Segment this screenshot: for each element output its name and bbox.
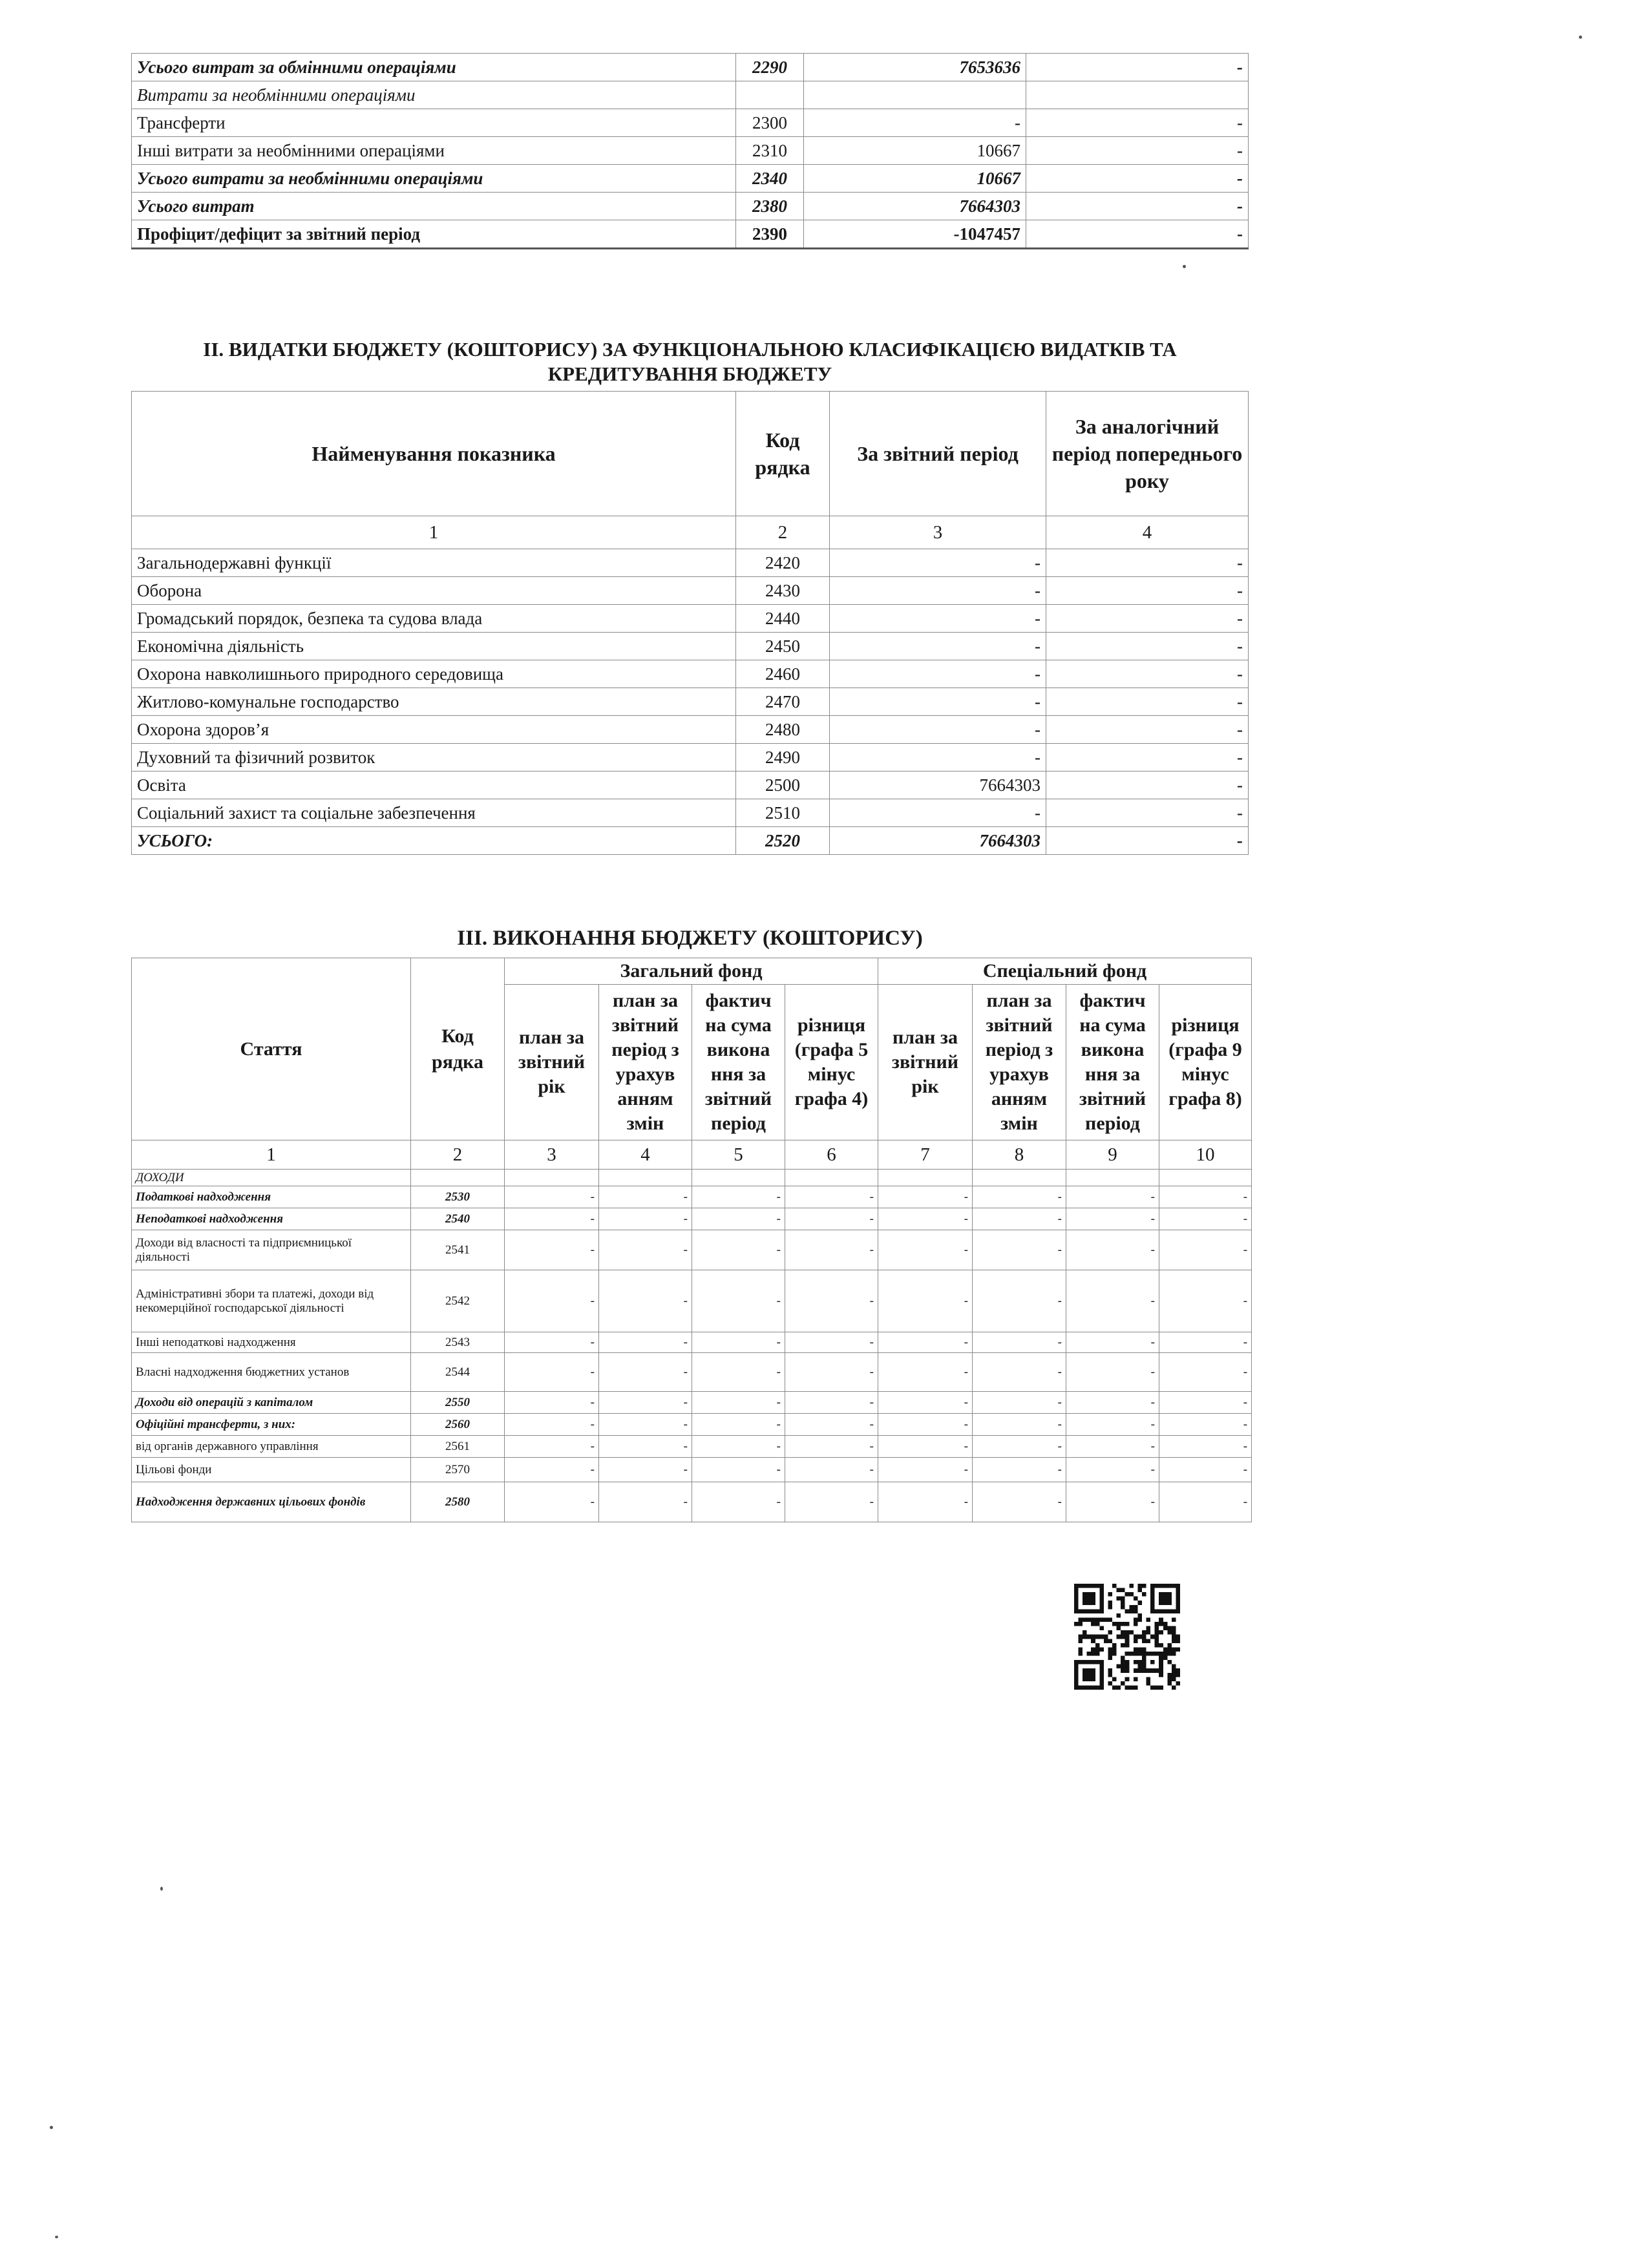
value-cell: - xyxy=(599,1392,692,1414)
row-label: Цільові фонди xyxy=(132,1458,411,1482)
row-code: 2390 xyxy=(736,220,804,249)
header-special-fund: Спеціальний фонд xyxy=(878,958,1252,985)
row-code: 2460 xyxy=(736,660,830,688)
value-cell: - xyxy=(505,1332,599,1353)
current-period-value: - xyxy=(830,716,1046,744)
previous-period-value: - xyxy=(1046,660,1249,688)
value-cell: - xyxy=(692,1392,785,1414)
value-cell: - xyxy=(1159,1270,1252,1332)
value-cell: - xyxy=(1066,1208,1159,1230)
row-label: Доходи від власності та підприємницької діяльності xyxy=(132,1230,411,1270)
row-code xyxy=(736,81,804,109)
row-label: Духовний та фізичний розвиток xyxy=(132,744,736,772)
value-cell: - xyxy=(973,1353,1066,1392)
value-cell: - xyxy=(505,1270,599,1332)
row-label: ДОХОДИ xyxy=(132,1170,411,1186)
current-period-value: - xyxy=(830,577,1046,605)
scan-speck xyxy=(160,1887,163,1891)
previous-period-value: - xyxy=(1046,577,1249,605)
value-cell: - xyxy=(1066,1482,1159,1522)
row-label: Власні надходження бюджетних установ xyxy=(132,1353,411,1392)
section-2-title xyxy=(129,337,1251,386)
table-row xyxy=(132,1353,1252,1392)
previous-period-value: - xyxy=(1046,799,1249,827)
table-row xyxy=(132,827,1249,855)
row-code: 2530 xyxy=(411,1186,505,1208)
row-label: Соціальний захист та соціальне забезпечення xyxy=(132,799,736,827)
previous-period-value: - xyxy=(1026,137,1249,165)
value-cell: - xyxy=(1159,1332,1252,1353)
value-cell: - xyxy=(878,1436,973,1458)
row-code: 2520 xyxy=(736,827,830,855)
section-2-title-line-1: ІІ. ВИДАТКИ БЮДЖЕТУ (КОШТОРИСУ) ЗА ФУНКЦІОНАЛЬНОЮ КЛАСИФІКАЦІЄЮ ВИДАТКІВ ТА xyxy=(203,338,1177,361)
table-row xyxy=(132,1230,1252,1270)
row-code: 2500 xyxy=(736,772,830,799)
current-period-value: - xyxy=(830,660,1046,688)
current-period-value: 7664303 xyxy=(830,772,1046,799)
row-code: 2560 xyxy=(411,1414,505,1436)
value-cell: - xyxy=(599,1208,692,1230)
table-row xyxy=(132,1392,1252,1414)
value-cell: - xyxy=(1066,1270,1159,1332)
column-number: 1 xyxy=(132,516,736,549)
value-cell: - xyxy=(878,1230,973,1270)
table-row xyxy=(132,1482,1252,1522)
row-label: Профіцит/дефіцит за звітний період xyxy=(132,220,736,249)
scan-speck xyxy=(55,2236,58,2238)
value-cell: - xyxy=(692,1436,785,1458)
value-cell: - xyxy=(1066,1392,1159,1414)
table-row xyxy=(132,1332,1252,1353)
value-cell: - xyxy=(1159,1414,1252,1436)
value-cell: - xyxy=(599,1270,692,1332)
value-cell: - xyxy=(692,1353,785,1392)
table-header-row xyxy=(132,392,1249,516)
value-cell: - xyxy=(505,1458,599,1482)
previous-period-value: - xyxy=(1046,688,1249,716)
value-cell xyxy=(1159,1170,1252,1186)
table-row xyxy=(132,220,1249,249)
row-label: Доходи від операцій з капіталом xyxy=(132,1392,411,1414)
value-cell xyxy=(785,1170,878,1186)
value-cell: - xyxy=(505,1230,599,1270)
subheader-cell: план за звітний період з урахув анням змін xyxy=(599,985,692,1140)
value-cell: - xyxy=(973,1270,1066,1332)
value-cell: - xyxy=(692,1332,785,1353)
value-cell: - xyxy=(785,1482,878,1522)
section-3-title: ІІІ. ВИКОНАННЯ БЮДЖЕТУ (КОШТОРИСУ) xyxy=(457,927,923,950)
value-cell xyxy=(1066,1170,1159,1186)
current-period-value: -1047457 xyxy=(804,220,1026,249)
column-number: 3 xyxy=(505,1140,599,1170)
table-row xyxy=(132,772,1249,799)
row-label: Адміністративні збори та платежі, доходи від некомерційної господарської діяльності xyxy=(132,1270,411,1332)
previous-period-value: - xyxy=(1026,220,1249,249)
header-previous-period: За аналогічний період попереднього року xyxy=(1046,392,1249,516)
current-period-value xyxy=(804,81,1026,109)
table-row xyxy=(132,137,1249,165)
value-cell xyxy=(973,1170,1066,1186)
value-cell: - xyxy=(692,1414,785,1436)
value-cell: - xyxy=(785,1332,878,1353)
header-row-code: Код рядка xyxy=(411,958,505,1140)
table-row xyxy=(132,1208,1252,1230)
column-number: 1 xyxy=(132,1140,411,1170)
value-cell: - xyxy=(505,1353,599,1392)
value-cell: - xyxy=(692,1186,785,1208)
value-cell: - xyxy=(692,1208,785,1230)
row-code: 2430 xyxy=(736,577,830,605)
column-number: 7 xyxy=(878,1140,973,1170)
row-code: 2440 xyxy=(736,605,830,633)
table-row xyxy=(132,716,1249,744)
previous-period-value: - xyxy=(1046,744,1249,772)
current-period-value: - xyxy=(830,549,1046,577)
value-cell: - xyxy=(878,1482,973,1522)
row-label: Усього витрат xyxy=(132,193,736,220)
value-cell: - xyxy=(599,1353,692,1392)
table-row xyxy=(132,1186,1252,1208)
row-label: Усього витрат за обмінними операціями xyxy=(132,54,736,81)
column-number: 5 xyxy=(692,1140,785,1170)
value-cell: - xyxy=(878,1392,973,1414)
table-row xyxy=(132,799,1249,827)
row-code: 2290 xyxy=(736,54,804,81)
row-code: 2570 xyxy=(411,1458,505,1482)
value-cell xyxy=(505,1170,599,1186)
row-label: Громадський порядок, безпека та судова влада xyxy=(132,605,736,633)
subheader-cell: план за звітний рік xyxy=(505,985,599,1140)
value-cell xyxy=(878,1170,973,1186)
row-label: Економічна діяльність xyxy=(132,633,736,660)
column-number: 4 xyxy=(599,1140,692,1170)
header-article: Стаття xyxy=(132,958,411,1140)
current-period-value: 7664303 xyxy=(830,827,1046,855)
value-cell: - xyxy=(1159,1186,1252,1208)
value-cell: - xyxy=(878,1332,973,1353)
value-cell: - xyxy=(785,1186,878,1208)
row-code: 2470 xyxy=(736,688,830,716)
table-row xyxy=(132,1170,1252,1186)
table-row xyxy=(132,688,1249,716)
value-cell: - xyxy=(973,1482,1066,1522)
table-row xyxy=(132,81,1249,109)
row-label: Неподаткові надходження xyxy=(132,1208,411,1230)
previous-period-value: - xyxy=(1046,716,1249,744)
value-cell: - xyxy=(973,1208,1066,1230)
table-row xyxy=(132,1436,1252,1458)
value-cell: - xyxy=(1066,1436,1159,1458)
value-cell: - xyxy=(878,1414,973,1436)
table-row xyxy=(132,660,1249,688)
scan-speck xyxy=(1183,265,1186,268)
row-code: 2480 xyxy=(736,716,830,744)
value-cell: - xyxy=(692,1230,785,1270)
current-period-value: - xyxy=(830,744,1046,772)
value-cell: - xyxy=(599,1186,692,1208)
value-cell: - xyxy=(973,1332,1066,1353)
column-number: 9 xyxy=(1066,1140,1159,1170)
row-label: Освіта xyxy=(132,772,736,799)
value-cell: - xyxy=(692,1458,785,1482)
value-cell: - xyxy=(878,1458,973,1482)
current-period-value: 7664303 xyxy=(804,193,1026,220)
previous-period-value: - xyxy=(1026,54,1249,81)
value-cell: - xyxy=(505,1436,599,1458)
table-row xyxy=(132,744,1249,772)
header-indicator-name: Найменування показника xyxy=(132,392,736,516)
row-label: Витрати за необмінними операціями xyxy=(132,81,736,109)
table-row xyxy=(132,165,1249,193)
value-cell: - xyxy=(1159,1458,1252,1482)
table-row xyxy=(132,193,1249,220)
column-number-row xyxy=(132,516,1249,549)
row-code: 2550 xyxy=(411,1392,505,1414)
value-cell: - xyxy=(599,1230,692,1270)
value-cell: - xyxy=(785,1414,878,1436)
scan-speck xyxy=(1579,36,1582,39)
value-cell xyxy=(692,1170,785,1186)
subheader-cell: фактич на сума викона ння за звітний період xyxy=(692,985,785,1140)
qr-code xyxy=(1074,1584,1180,1690)
value-cell: - xyxy=(505,1392,599,1414)
value-cell: - xyxy=(973,1414,1066,1436)
row-code: 2561 xyxy=(411,1436,505,1458)
value-cell: - xyxy=(1066,1353,1159,1392)
value-cell: - xyxy=(785,1436,878,1458)
value-cell: - xyxy=(973,1392,1066,1414)
subheader-cell: різниця (графа 9 мінус графа 8) xyxy=(1159,985,1252,1140)
section-2-title-line-2: КРЕДИТУВАННЯ БЮДЖЕТУ xyxy=(547,362,832,385)
row-code: 2543 xyxy=(411,1332,505,1353)
value-cell: - xyxy=(599,1436,692,1458)
value-cell: - xyxy=(973,1436,1066,1458)
row-code: 2541 xyxy=(411,1230,505,1270)
value-cell: - xyxy=(1066,1458,1159,1482)
value-cell: - xyxy=(785,1208,878,1230)
value-cell: - xyxy=(505,1414,599,1436)
subheader-cell: план за звітний період з урахув анням змін xyxy=(973,985,1066,1140)
column-number: 4 xyxy=(1046,516,1249,549)
fund-header-row xyxy=(132,958,1252,985)
header-general-fund: Загальний фонд xyxy=(505,958,878,985)
row-label: Усього витрати за необмінними операціями xyxy=(132,165,736,193)
value-cell: - xyxy=(505,1208,599,1230)
row-label: Трансферти xyxy=(132,109,736,137)
row-label: УСЬОГО: xyxy=(132,827,736,855)
previous-period-value: - xyxy=(1026,109,1249,137)
current-period-value: 10667 xyxy=(804,137,1026,165)
scan-speck xyxy=(50,2126,53,2129)
value-cell: - xyxy=(599,1458,692,1482)
row-code: 2544 xyxy=(411,1353,505,1392)
table-row xyxy=(132,1458,1252,1482)
value-cell: - xyxy=(785,1353,878,1392)
previous-period-value: - xyxy=(1046,605,1249,633)
row-label: від органів державного управління xyxy=(132,1436,411,1458)
column-number: 8 xyxy=(973,1140,1066,1170)
value-cell xyxy=(599,1170,692,1186)
value-cell: - xyxy=(599,1414,692,1436)
budget-execution-table xyxy=(131,958,1252,1522)
value-cell: - xyxy=(878,1353,973,1392)
table-row xyxy=(132,109,1249,137)
previous-period-value: - xyxy=(1046,772,1249,799)
row-label: Загальнодержавні функції xyxy=(132,549,736,577)
row-code: 2450 xyxy=(736,633,830,660)
subheader-cell: план за звітний рік xyxy=(878,985,973,1140)
subheader-cell: фактич на сума викона ння за звітний період xyxy=(1066,985,1159,1140)
value-cell: - xyxy=(973,1230,1066,1270)
value-cell: - xyxy=(785,1270,878,1332)
previous-period-value: - xyxy=(1046,827,1249,855)
row-label: Інші витрати за необмінними операціями xyxy=(132,137,736,165)
value-cell: - xyxy=(599,1482,692,1522)
table-row xyxy=(132,54,1249,81)
expenses-summary-table xyxy=(131,53,1249,249)
row-label: Офіційні трансферти, з них: xyxy=(132,1414,411,1436)
value-cell: - xyxy=(692,1482,785,1522)
value-cell: - xyxy=(505,1482,599,1522)
value-cell: - xyxy=(692,1270,785,1332)
current-period-value: - xyxy=(830,633,1046,660)
value-cell: - xyxy=(1066,1186,1159,1208)
row-code: 2340 xyxy=(736,165,804,193)
value-cell: - xyxy=(1066,1230,1159,1270)
value-cell: - xyxy=(599,1332,692,1353)
value-cell: - xyxy=(1159,1230,1252,1270)
value-cell: - xyxy=(878,1208,973,1230)
previous-period-value: - xyxy=(1026,165,1249,193)
row-code: 2542 xyxy=(411,1270,505,1332)
column-number: 10 xyxy=(1159,1140,1252,1170)
current-period-value: - xyxy=(804,109,1026,137)
row-code: 2510 xyxy=(736,799,830,827)
row-code: 2310 xyxy=(736,137,804,165)
previous-period-value: - xyxy=(1046,549,1249,577)
subheader-cell: різниця (графа 5 мінус графа 4) xyxy=(785,985,878,1140)
functional-classification-table xyxy=(131,391,1249,855)
row-label: Оборона xyxy=(132,577,736,605)
value-cell: - xyxy=(1159,1353,1252,1392)
value-cell: - xyxy=(785,1392,878,1414)
row-label: Охорона навколишнього природного середовища xyxy=(132,660,736,688)
row-code xyxy=(411,1170,505,1186)
value-cell: - xyxy=(1066,1414,1159,1436)
value-cell: - xyxy=(1159,1482,1252,1522)
value-cell: - xyxy=(973,1458,1066,1482)
row-label: Надходження державних цільових фондів xyxy=(132,1482,411,1522)
header-current-period: За звітний період xyxy=(830,392,1046,516)
current-period-value: 7653636 xyxy=(804,54,1026,81)
table-row xyxy=(132,549,1249,577)
value-cell: - xyxy=(1159,1208,1252,1230)
row-label: Житлово-комунальне господарство xyxy=(132,688,736,716)
table-row xyxy=(132,577,1249,605)
value-cell: - xyxy=(785,1458,878,1482)
previous-period-value xyxy=(1026,81,1249,109)
column-number: 2 xyxy=(736,516,830,549)
value-cell: - xyxy=(878,1270,973,1332)
row-code: 2580 xyxy=(411,1482,505,1522)
column-number: 2 xyxy=(411,1140,505,1170)
value-cell: - xyxy=(973,1186,1066,1208)
row-code: 2490 xyxy=(736,744,830,772)
row-code: 2420 xyxy=(736,549,830,577)
current-period-value: 10667 xyxy=(804,165,1026,193)
table-row xyxy=(132,1414,1252,1436)
column-number: 6 xyxy=(785,1140,878,1170)
previous-period-value: - xyxy=(1046,633,1249,660)
header-row-code: Код рядка xyxy=(736,392,830,516)
row-code: 2300 xyxy=(736,109,804,137)
value-cell: - xyxy=(1159,1392,1252,1414)
current-period-value: - xyxy=(830,688,1046,716)
column-number: 3 xyxy=(830,516,1046,549)
previous-period-value: - xyxy=(1026,193,1249,220)
row-code: 2540 xyxy=(411,1208,505,1230)
value-cell: - xyxy=(1159,1436,1252,1458)
row-code: 2380 xyxy=(736,193,804,220)
value-cell: - xyxy=(505,1186,599,1208)
table-row xyxy=(132,1270,1252,1332)
table-row xyxy=(132,633,1249,660)
value-cell: - xyxy=(878,1186,973,1208)
row-label: Податкові надходження xyxy=(132,1186,411,1208)
current-period-value: - xyxy=(830,605,1046,633)
column-number-row xyxy=(132,1140,1252,1170)
value-cell: - xyxy=(785,1230,878,1270)
value-cell: - xyxy=(1066,1332,1159,1353)
current-period-value: - xyxy=(830,799,1046,827)
table-row xyxy=(132,605,1249,633)
row-label: Охорона здоров’я xyxy=(132,716,736,744)
row-label: Інші неподаткові надходження xyxy=(132,1332,411,1353)
